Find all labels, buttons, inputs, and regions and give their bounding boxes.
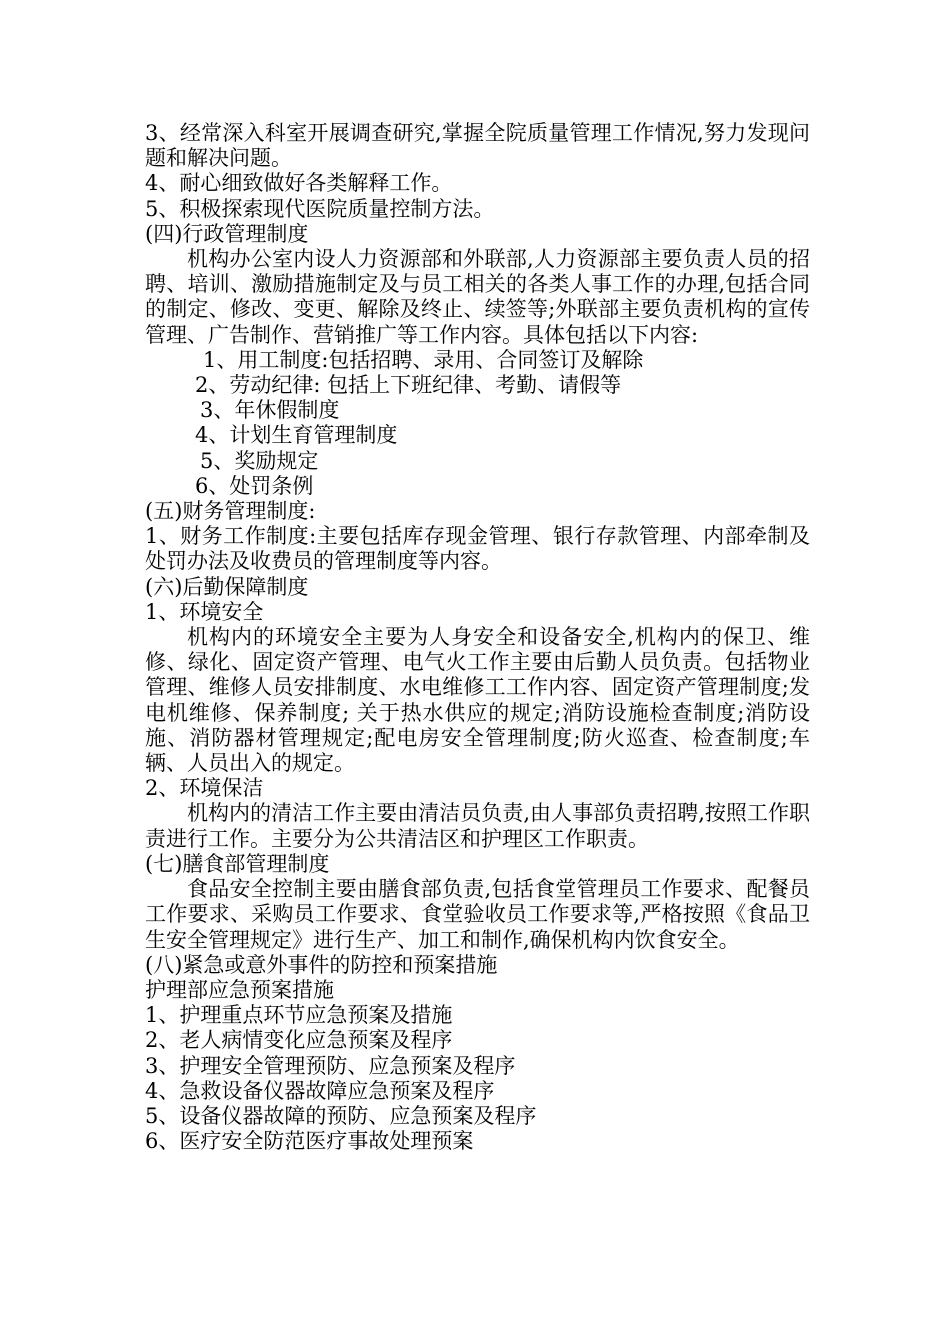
subheading-env-safety: 1、环境安全 (145, 599, 264, 624)
section-heading-logistics: (六)后勤保障制度 (145, 574, 309, 599)
emergency-item-2: 2、老人病情变化应急预案及程序 (145, 1028, 453, 1053)
subheading-env-cleaning: 2、环境保洁 (145, 776, 264, 801)
section-heading-finance: (五)财务管理制度: (145, 499, 316, 524)
emergency-item-6: 6、医疗安全防范医疗事故处理预案 (145, 1129, 474, 1154)
paragraph-env-cleaning: 机构内的清洁工作主要由清洁员负责,由人事部负责招聘,按照工作职责进行工作。主要分为公共清洁区和护理区工作职责。 (145, 801, 810, 851)
list-item-4: 4、耐心细致做好各类解释工作。 (145, 171, 453, 196)
list-item-3: 3、经常深入科室开展调查研究,掌握全院质量管理工作情况,努力发现问题和解决问题。 (145, 121, 810, 171)
section-heading-emergency: (八)紧急或意外事件的防控和预案措施 (145, 952, 498, 977)
paragraph-admin: 机构办公室内设人力资源部和外联部,人力资源部主要负责人员的招聘、培训、激励措施制定及与员工相关的各类人事工作的办理,包括合同的制定、修改、变更、解除及终止、续签等;外联部主要负责机构的宣传管理、广告制作、营销推广等工作内容。具体包括以下内容: (145, 247, 810, 347)
document-page (145, 121, 810, 1154)
list-item-5: 5、积极探索现代医院质量控制方法。 (145, 196, 495, 221)
subheading-nursing-emergency: 护理部应急预案措施 (145, 977, 334, 1002)
sub-item-6: 6、处罚条例 (195, 473, 314, 498)
emergency-item-3: 3、护理安全管理预防、应急预案及程序 (145, 1053, 516, 1078)
sub-item-4: 4、计划生育管理制度 (195, 423, 398, 448)
sub-item-5: 5、奖励规定 (200, 448, 319, 473)
sub-item-3: 3、年休假制度 (200, 398, 340, 423)
paragraph-catering: 食品安全控制主要由膳食部负责,包括食堂管理员工作要求、配餐员工作要求、采购员工作要求、食堂验收员工作要求等,严格按照《食品卫生安全管理规定》进行生产、加工和制作,确保机构内饮食安全。 (145, 877, 810, 952)
paragraph-finance: 1、财务工作制度:主要包括库存现金管理、银行存款管理、内部牵制及处罚办法及收费员的管理制度等内容。 (145, 524, 810, 574)
emergency-item-4: 4、急救设备仪器故障应急预案及程序 (145, 1078, 495, 1103)
sub-item-1: 1、用工制度:包括招聘、录用、合同签订及解除 (203, 347, 644, 372)
section-heading-catering: (七)膳食部管理制度 (145, 851, 330, 876)
emergency-item-5: 5、设备仪器故障的预防、应急预案及程序 (145, 1103, 537, 1128)
section-heading-admin: (四)行政管理制度 (145, 221, 309, 246)
paragraph-env-safety: 机构内的环境安全主要为人身安全和设备安全,机构内的保卫、维修、绿化、固定资产管理、电气火工作主要由后勤人员负责。包括物业管理、维修人员安排制度、水电维修工工作内容、固定资产管理制度;发电机维修、保养制度; 关于热水供应的规定;消防设施检查制度;消防设施、消防器材管理规定;配电房安全管理制度;防火巡查、检查制度;车辆、人员出入的规定。 (145, 625, 810, 776)
sub-item-2: 2、劳动纪律: 包括上下班纪律、考勤、请假等 (195, 373, 622, 398)
emergency-item-1: 1、护理重点环节应急预案及措施 (145, 1003, 453, 1028)
